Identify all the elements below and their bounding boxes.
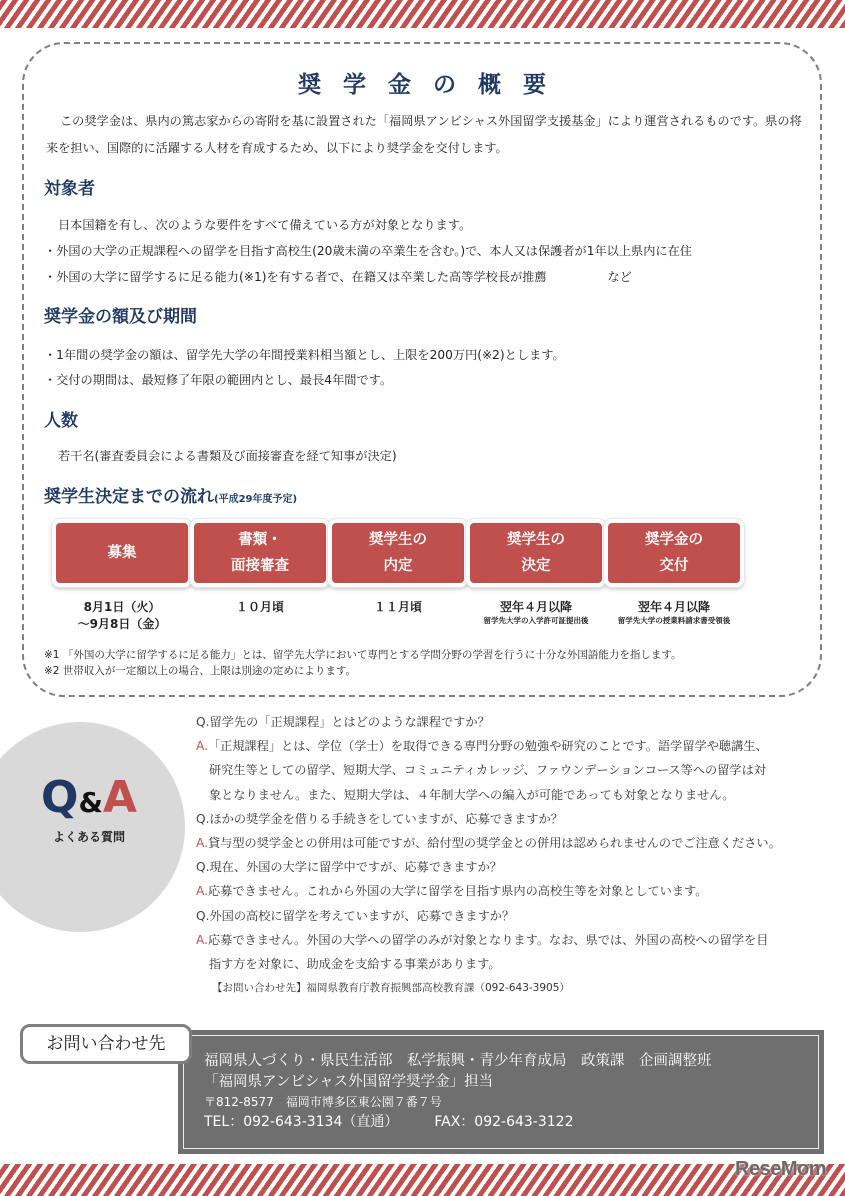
- flow-step-decision: [466, 519, 606, 587]
- amount-item: ・交付の期間は、最短修了年限の範囲内とし、最長4年間です。: [44, 373, 393, 387]
- faq-question: [196, 807, 816, 831]
- faq-question: [196, 904, 816, 928]
- step-label: 奨学生の: [369, 532, 427, 548]
- contact-tel: TEL：092-643-3134（直通）: [204, 1114, 399, 1130]
- question-text: ほかの奨学金を借りる手続きをしていますが、応募できますか？: [209, 811, 563, 826]
- faq-question: [196, 710, 816, 734]
- faq-answer: [196, 734, 816, 758]
- contact-fax: FAX：092-643-3122: [434, 1114, 574, 1130]
- faq-contact-note: 【お問い合わせ先】福岡県教育庁教育振興部高校教育課（092-643-3905）: [212, 982, 570, 995]
- footnote-1: ※1 「外国の大学に留学するに足る能力」とは、留学先大学において専門とする学問分野の学習を行うに十分な外国語能力を指します。: [44, 649, 682, 661]
- date-line: 翌年４月以降: [637, 600, 710, 614]
- q-mark: Q.: [196, 715, 210, 729]
- top-stripe-border: [0, 0, 845, 28]
- qa-logo-q: Q: [41, 772, 79, 823]
- date-subnote: 留学先大学の入学許可証提出後: [483, 616, 589, 625]
- flow-step-provisional: [328, 519, 468, 587]
- answer-text: 「正規課程」とは、学位（学士）を取得できる専門分野の勉強や研究のことです。語学留学や聴講生、: [208, 739, 768, 754]
- eligibility-item: ・外国の大学に留学するに足る能力(※1)を有する者で、在籍又は卒業した高等学校長が推薦 など: [44, 270, 632, 284]
- answer-text: 貸与型の奨学金との併用は可能ですが、給付型の奨学金との併用は認められませんのでご注意ください。: [208, 836, 781, 851]
- step-label: 内定: [383, 558, 413, 574]
- question-text: 外国の高校に留学を考えていますが、応募できますか？: [209, 908, 515, 923]
- faq-question: [196, 855, 816, 879]
- step-date: [461, 599, 611, 626]
- a-mark: A.: [196, 836, 208, 851]
- number-text: 若干名(審査委員会による書類及び面接審査を経て知事が決定): [58, 449, 397, 463]
- contact-phone-fax: [204, 1112, 818, 1132]
- step-label: 交付: [659, 558, 689, 574]
- step-date: [47, 599, 197, 633]
- step-label: 奨学生の: [507, 532, 565, 548]
- step-label: 決定: [521, 558, 551, 574]
- date-line: １０月頃: [235, 600, 284, 614]
- contact-inner: [183, 1035, 819, 1149]
- qa-subtitle: よくある質問: [52, 830, 125, 844]
- qa-logo: [30, 772, 148, 823]
- selection-flow: [52, 519, 752, 629]
- step-date: [323, 599, 473, 616]
- overview-panel: [22, 42, 822, 697]
- bottom-stripe-border: [0, 1164, 845, 1196]
- faq-answer-cont: 指す方を対象に、助成金を支給する事業があります。: [209, 957, 501, 972]
- date-line: 8月1日（火）: [83, 600, 161, 614]
- q-mark: Q.: [196, 860, 210, 875]
- qa-circle-badge: [0, 722, 185, 932]
- step-label: 面接審査: [231, 558, 289, 574]
- faq-answer-cont: 研究生等としての留学、短期大学、コミュニティカレッジ、ファウンデーションコース等への留学は対: [209, 763, 766, 778]
- flow-step-payment: [604, 519, 744, 587]
- step-label: 奨学金の: [645, 532, 703, 548]
- date-line: １１月頃: [373, 600, 422, 614]
- date-subnote: 留学先大学の授業料請求書受領後: [617, 616, 731, 625]
- faq-list: [196, 710, 816, 1000]
- faq-answer: [196, 831, 816, 855]
- step-label: 募集: [107, 545, 137, 561]
- q-mark: Q.: [196, 811, 210, 826]
- faq-answer: [196, 928, 816, 952]
- step-date: [185, 599, 335, 616]
- contact-address: 〒812-8577 福岡市博多区東公園７番７号: [204, 1095, 442, 1109]
- a-mark: A.: [196, 884, 208, 899]
- number-heading: 人数: [44, 411, 78, 431]
- date-line: ～9月8日（金）: [77, 617, 167, 631]
- answer-text: 応募できません。外国の大学への留学のみが対象となります。なお、県では、外国の高校への留学を目: [208, 932, 769, 947]
- step-date: [599, 599, 749, 626]
- resemom-watermark: ReseMom: [735, 1158, 826, 1180]
- step-label: 書類・: [238, 532, 282, 548]
- contact-department: 福岡県人づくり・県民生活部 私学振興・青少年育成局 政策課 企画調整班: [204, 1053, 712, 1069]
- flow-heading: [44, 482, 297, 507]
- flow-heading-text: 奨学生決定までの流れ: [44, 487, 214, 507]
- q-mark: Q.: [196, 908, 210, 923]
- date-line: 翌年４月以降: [499, 600, 572, 614]
- overview-title: 奨学金の概要: [298, 72, 568, 98]
- flow-step-recruitment: [52, 519, 192, 587]
- intro-paragraph: この奨学金は、県内の篤志家からの寄附を基に設置された「福岡県アンビシャス外国留学支援基金」により運営されるものです。県の将来を担い、国際的に活躍する人材を育成するため、以下により奨学金を交付します。: [46, 114, 802, 155]
- a-mark: A.: [196, 739, 208, 754]
- qa-logo-a: A: [102, 772, 137, 823]
- flow-step-screening: [190, 519, 330, 587]
- answer-text: 応募できません。これから外国の大学に留学を目指す県内の高校生等を対象としています。: [208, 884, 708, 899]
- eligibility-item: ・外国の大学の正規課程への留学を目指す高校生(20歳未満の卒業生を含む。)で、本人又は保護者が1年以上県内に在住: [44, 244, 692, 258]
- question-text: 現在、外国の大学に留学中ですが、応募できますか？: [209, 860, 502, 875]
- contact-program: 「福岡県アンビシャス外国留学奨学金」担当: [204, 1074, 494, 1090]
- amount-heading: 奨学金の額及び期間: [44, 307, 197, 327]
- contact-box: [178, 1030, 824, 1154]
- a-mark: A.: [196, 932, 208, 947]
- footnote-2: ※2 世帯収入が一定額以上の場合、上限は別途の定めによります。: [44, 665, 356, 677]
- faq-answer: [196, 879, 816, 903]
- eligibility-lead: 日本国籍を有し、次のような要件をすべて備えている方が対象となります。: [58, 218, 472, 232]
- flow-heading-note: (平成29年度予定): [214, 494, 298, 505]
- faq-answer-cont: 象となりません。また、短期大学は、４年制大学への編入が可能であっても対象となりません。: [209, 787, 735, 802]
- amount-item: ・1年間の奨学金の額は、留学先大学の年間授業料相当額とし、上限を200万円(※2)とします。: [44, 348, 565, 362]
- question-text: 留学先の「正規課程」とはどのような課程ですか？: [209, 715, 490, 729]
- contact-tab-label: お問い合わせ先: [20, 1024, 192, 1064]
- eligibility-heading: 対象者: [44, 179, 95, 199]
- qa-logo-amp: &: [78, 786, 103, 819]
